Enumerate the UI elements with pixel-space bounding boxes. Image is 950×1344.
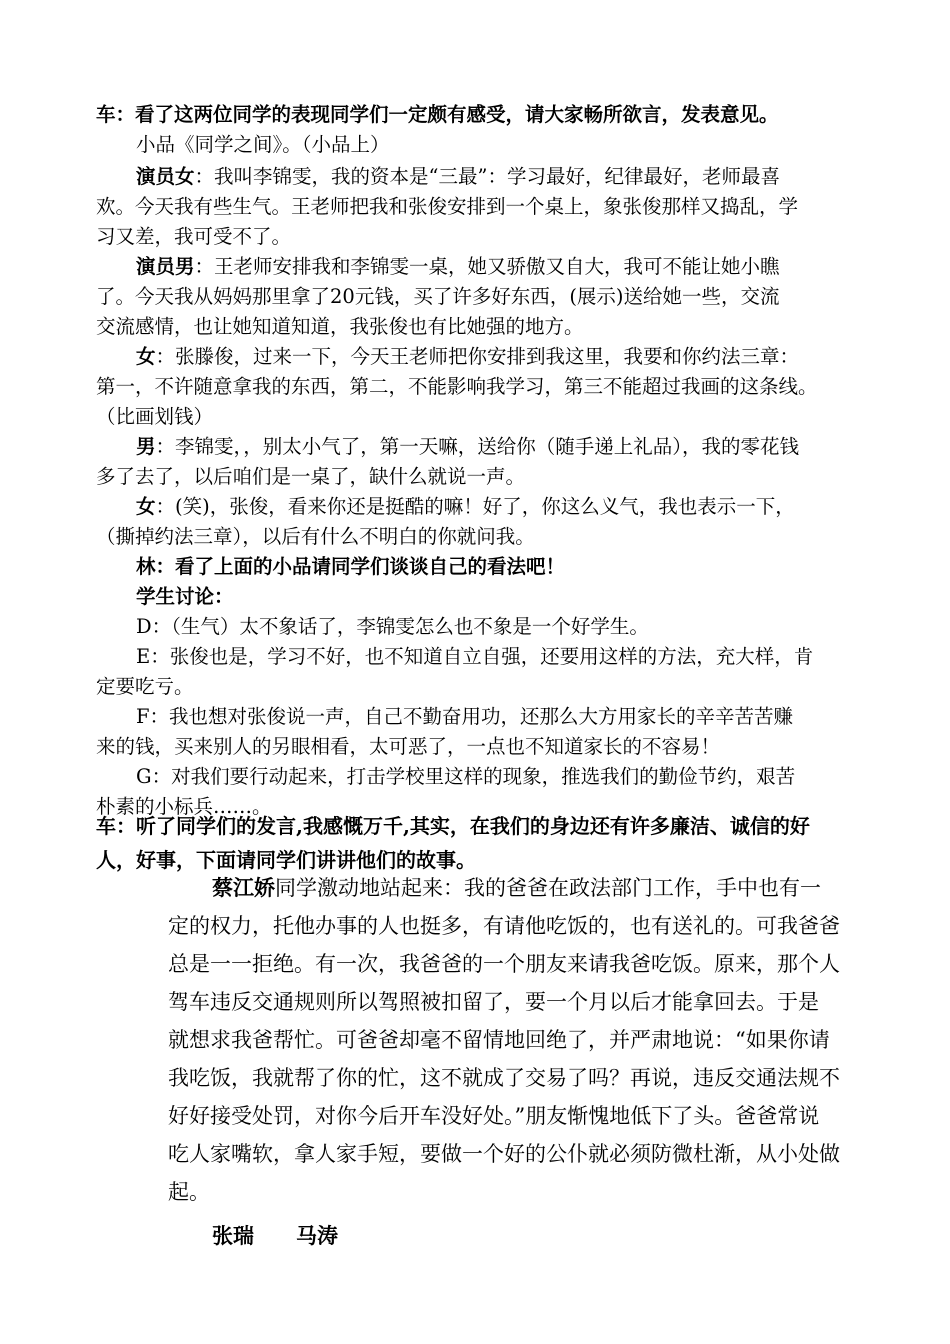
story-text: 吃人家嘴软，拿人家手短，要做一个好的公仆就必须防微杜渐，从小处做 — [168, 1142, 840, 1166]
para-line — [168, 1022, 830, 1058]
host-remark: 车：看了这两位同学的表现同学们一定颇有感受，请大家畅所欲言，发表意见。 — [96, 103, 779, 126]
speaker-label: 男 — [136, 435, 156, 458]
para-line — [96, 282, 780, 312]
para-line — [96, 100, 779, 130]
story-text: 定的权力，托他办事的人也挺多，有请他吃饭的，也有送礼的。可我爸爸 — [168, 914, 840, 938]
para-line — [136, 492, 795, 522]
dialogue-text: ：(笑)，张俊，看来你还是挺酷的嘛！好了，你这么义气，我也表示一下， — [155, 495, 795, 518]
story-text: 起。 — [168, 1180, 210, 1204]
speaker-label: 演员男 — [136, 255, 195, 278]
host-remark: 林：看了上面的小品请同学们谈谈自己的看法吧！ — [136, 555, 566, 578]
student-comment: 来的钱，买来别人的另眼相看，太可恶了，一点也不知道家长的不容易！ — [96, 735, 721, 758]
para-line — [168, 1136, 840, 1172]
section-heading: 学生讨论： — [136, 585, 234, 608]
para-line — [136, 252, 780, 282]
dialogue-text: ：张滕俊，过来一下，今天王老师把你安排到我这里，我要和你约法三章： — [155, 345, 800, 368]
story-text: 就想求我爸帮忙。可爸爸却毫不留情地回绝了，并严肃地说：“如果你请 — [168, 1028, 830, 1052]
para-line — [136, 130, 390, 160]
story-text: 总是一一拒绝。有一次，我爸爸的一个朋友来请我爸吃饭。原来，那个人 — [168, 952, 840, 976]
story-text: 同学激动地站起来：我的爸爸在政法部门工作，手中也有一 — [275, 876, 821, 900]
student-name: 蔡江娇 — [212, 875, 275, 900]
para-line — [96, 402, 213, 432]
dialogue-text: 交流感情，也让她知道知道，我张俊也有比她强的地方。 — [96, 315, 584, 338]
para-line — [168, 946, 840, 982]
para-line — [96, 522, 535, 552]
para-line — [136, 642, 813, 672]
dialogue-text: ：王老师安排我和李锦雯一桌，她又骄傲又自大，我可不能让她小瞧 — [194, 255, 780, 278]
story-text: 好好接受处罚，对你今后开车没好处。”朋友惭愧地低下了头。爸爸常说 — [168, 1104, 820, 1128]
speaker-label: 女 — [136, 495, 156, 518]
student-comment: 定要吃亏。 — [96, 675, 194, 698]
student-comment: G：对我们要行动起来，打击学校里这样的现象，推选我们的勤俭节约，艰苦 — [136, 765, 796, 788]
para-line — [96, 312, 584, 342]
host-remark: 人，好事，下面请同学们讲讲他们的故事。 — [96, 848, 476, 872]
stage-direction: （比画划钱） — [96, 405, 214, 428]
dialogue-text: 习又差，我可受不了。 — [96, 225, 292, 248]
speaker-label: 女 — [136, 345, 156, 368]
para-line — [136, 432, 799, 462]
para-line — [136, 762, 795, 792]
para-line — [96, 222, 291, 252]
para-line — [96, 462, 525, 492]
student-comment: F：我也想对张俊说一声，自己不勤奋用功，还那么大方用家长的辛辛苦苦赚 — [136, 705, 794, 728]
student-comment: D：（生气）太不象话了，李锦雯怎么也不象是一个好学生。 — [136, 615, 649, 638]
para-line — [136, 552, 565, 582]
para-line — [136, 582, 234, 612]
para-line — [136, 702, 793, 732]
story-text: 驾车违反交通规则所以驾照被扣留了，要一个月以后才能拿回去。于是 — [168, 990, 819, 1014]
skit-title: 小品《同学之间》。（小品上） — [136, 133, 390, 156]
student-comment: E：张俊也是，学习不好，也不知道自立自强，还要用这样的方法，充大样，肯 — [136, 645, 814, 668]
para-line — [136, 612, 649, 642]
dialogue-text: 了。今天我从妈妈那里拿了20元钱，买了许多好东西，(展示)送给她一些，交流 — [96, 285, 780, 308]
para-line — [96, 672, 194, 702]
dialogue-text: （撕掉约法三章），以后有什么不明白的你就问我。 — [96, 525, 535, 548]
dialogue-text: ：李锦雯，，别太小气了，第一天嘛，送给你（随手递上礼品），我的零花钱 — [155, 435, 800, 458]
student-names: 张瑞 马涛 — [212, 1223, 338, 1248]
dialogue-text: 多了去了，以后咱们是一桌了，缺什么就说一声。 — [96, 465, 526, 488]
para-line — [168, 1174, 210, 1210]
story-text: 我吃饭，我就帮了你的忙，这不就成了交易了吗？再说，违反交通法规不 — [168, 1066, 840, 1090]
para-line — [136, 162, 780, 192]
para-line — [212, 870, 821, 906]
dialogue-text: 第一，不许随意拿我的东西，第二，不能影响我学习，第三不能超过我画的这条线。 — [96, 375, 818, 398]
para-line — [96, 732, 720, 762]
speaker-label: 演员女 — [136, 165, 195, 188]
dialogue-text: ：我叫李锦雯，我的资本是“三最”：学习最好，纪律最好，老师最喜 — [194, 165, 780, 188]
dialogue-text: 欢。今天我有些生气。王老师把我和张俊安排到一个桌上，象张俊那样又捣乱，学 — [96, 195, 799, 218]
para-line — [96, 192, 798, 222]
host-remark: 车：听了同学们的发言,我感慨万千,其实，在我们的身边还有许多廉洁、诚信的好 — [96, 814, 810, 838]
student-comment: 朴素的小标兵……。 — [96, 795, 272, 818]
para-line — [96, 372, 818, 402]
para-line — [168, 1098, 819, 1134]
para-line — [212, 1218, 338, 1254]
para-line — [136, 342, 799, 372]
para-line — [168, 984, 819, 1020]
para-line — [168, 1060, 840, 1096]
para-line — [168, 908, 840, 944]
